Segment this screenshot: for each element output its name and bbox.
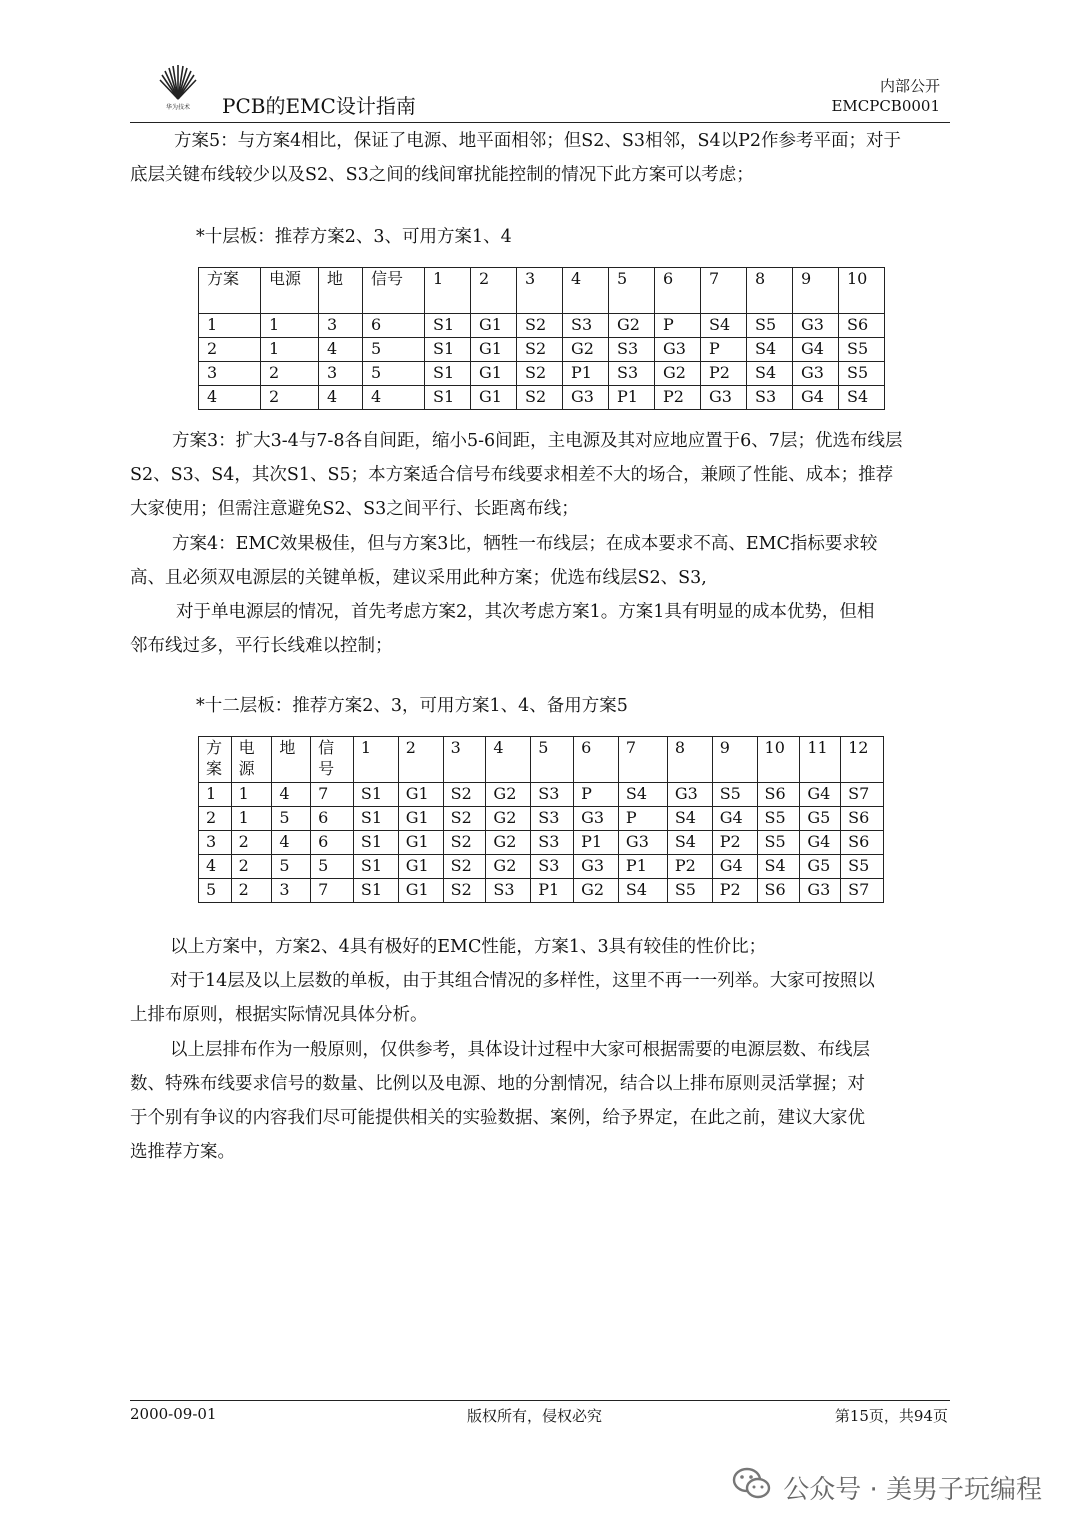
table-cell: 5 — [199, 879, 232, 903]
header-cell: 10 — [757, 737, 800, 783]
table-cell: 3 — [319, 362, 363, 386]
table-cell: G4 — [793, 386, 839, 410]
table-cell: G1 — [398, 855, 443, 879]
watermark-text: 公众号 · 美男子玩编程 — [783, 1475, 1042, 1505]
table-cell: G2 — [486, 807, 531, 831]
table-cell: G3 — [655, 338, 701, 362]
table-row — [199, 879, 884, 903]
table-cell: G2 — [574, 879, 619, 903]
text-line: 邻布线过多，平行长线难以控制； — [130, 636, 393, 656]
table-cell: 5 — [272, 855, 311, 879]
table-cell: S3 — [531, 855, 574, 879]
table-cell: P1 — [563, 362, 609, 386]
table-row — [199, 314, 885, 338]
header-cell: 地 — [272, 737, 311, 783]
table-cell: S1 — [425, 386, 471, 410]
header-cell: 11 — [800, 737, 841, 783]
text-line: 数、特殊布线要求信号的数量、比例以及电源、地的分割情况，结合以上排布原则灵活掌握；对 — [130, 1074, 865, 1094]
table-cell: G2 — [655, 362, 701, 386]
footer-copyright: 版权所有，侵权必究 — [467, 1407, 603, 1425]
table-cell: G2 — [486, 855, 531, 879]
text-line: 方案4：EMC效果极佳，但与方案3比，牺牲一布线层；在成本要求不高、EMC指标要求较 — [172, 534, 878, 554]
table-cell: S3 — [486, 879, 531, 903]
table-cell: S1 — [425, 314, 471, 338]
header-cell: 12 — [841, 737, 884, 783]
table-cell: P1 — [531, 879, 574, 903]
table-cell: 3 — [319, 314, 363, 338]
table-cell: 1 — [231, 783, 272, 807]
table-cell: P — [701, 338, 747, 362]
table-cell: 6 — [311, 831, 354, 855]
table-cell: S1 — [353, 807, 398, 831]
paragraph-general-principle — [130, 1033, 952, 1169]
header-cell: 2 — [471, 268, 517, 314]
header-cell: 1 — [425, 268, 471, 314]
table-cell: G2 — [609, 314, 655, 338]
table-cell: S3 — [531, 807, 574, 831]
table-cell: 2 — [231, 855, 272, 879]
table-cell: S1 — [425, 338, 471, 362]
table-cell: S3 — [531, 783, 574, 807]
table-cell: P1 — [609, 386, 655, 410]
text-line: 大家使用；但需注意避免S2、S3之间平行、长距离布线； — [130, 499, 579, 519]
table-cell: G1 — [398, 783, 443, 807]
table-cell: G1 — [471, 362, 517, 386]
header-cell: 8 — [747, 268, 793, 314]
table-cell: P2 — [655, 386, 701, 410]
table-cell: G4 — [712, 855, 757, 879]
table-cell: 3 — [272, 879, 311, 903]
table-cell: S2 — [443, 831, 486, 855]
footer-divider — [130, 1400, 950, 1401]
header-cell: 方案 — [199, 737, 232, 783]
table-cell: 1 — [199, 783, 232, 807]
table-cell: 2 — [261, 386, 319, 410]
paragraph-single-power — [130, 595, 952, 663]
table-row — [199, 338, 885, 362]
table-cell: S6 — [841, 807, 884, 831]
text-line: 以上层排布作为一般原则，仅供参考，具体设计过程中大家可根据需要的电源层数、布线层 — [170, 1040, 870, 1060]
table-cell: 2 — [199, 807, 232, 831]
header-divider — [130, 122, 950, 123]
table-cell: S2 — [443, 807, 486, 831]
table-cell: S5 — [839, 362, 885, 386]
table-cell: S5 — [747, 314, 793, 338]
table-cell: G1 — [398, 807, 443, 831]
table-cell: S3 — [609, 362, 655, 386]
table-cell: S3 — [747, 386, 793, 410]
table-cell: S3 — [609, 338, 655, 362]
table-cell: 1 — [261, 314, 319, 338]
table-cell: S4 — [839, 386, 885, 410]
table-cell: S5 — [667, 879, 712, 903]
table-cell: G1 — [398, 879, 443, 903]
table-cell: S1 — [353, 855, 398, 879]
table-cell: G2 — [486, 831, 531, 855]
header-cell: 信号 — [363, 268, 425, 314]
table-cell: S2 — [517, 362, 563, 386]
text-line: 以上方案中，方案2、4具有极好的EMC性能，方案1、3具有较佳的性价比； — [170, 937, 767, 957]
table-cell: G4 — [712, 807, 757, 831]
paragraph-summary — [130, 930, 952, 964]
table-cell: G3 — [618, 831, 667, 855]
table-cell: S6 — [841, 831, 884, 855]
table-cell: 7 — [311, 879, 354, 903]
table-cell: S1 — [353, 831, 398, 855]
table-cell: G4 — [793, 338, 839, 362]
table-cell: 3 — [199, 362, 261, 386]
table-cell: 2 — [199, 338, 261, 362]
header-cell: 4 — [563, 268, 609, 314]
table-cell: P2 — [712, 831, 757, 855]
header-cell: 2 — [398, 737, 443, 783]
table-cell: S3 — [563, 314, 609, 338]
header-cell: 7 — [618, 737, 667, 783]
wechat-icon — [731, 1466, 773, 1509]
table-cell: S4 — [618, 783, 667, 807]
table-cell: G3 — [800, 879, 841, 903]
text-line: 上排布原则，根据实际情况具体分析。 — [130, 1005, 428, 1025]
table-cell: 4 — [319, 338, 363, 362]
table-cell: S7 — [841, 783, 884, 807]
table-cell: 2 — [231, 879, 272, 903]
paragraph-scheme5 — [130, 124, 952, 192]
table-cell: G3 — [793, 314, 839, 338]
table-cell: S4 — [667, 831, 712, 855]
footer-date: 2000-09-01 — [130, 1405, 217, 1423]
table-cell: P2 — [712, 879, 757, 903]
table-cell: S2 — [443, 855, 486, 879]
table-cell: 1 — [261, 338, 319, 362]
header-cell: 1 — [353, 737, 398, 783]
text-line: 选推荐方案。 — [130, 1142, 235, 1162]
table-cell: G1 — [398, 831, 443, 855]
table-row — [199, 855, 884, 879]
table-cell: 1 — [231, 807, 272, 831]
header-cell: 5 — [609, 268, 655, 314]
table-cell: S4 — [701, 314, 747, 338]
table-cell: S4 — [747, 338, 793, 362]
paragraph-14-layer — [130, 964, 952, 1032]
header-cell: 7 — [701, 268, 747, 314]
table-cell: G3 — [574, 855, 619, 879]
table-cell: S6 — [757, 783, 800, 807]
svg-text:华为技术: 华为技术 — [165, 104, 191, 111]
table-cell: S2 — [517, 314, 563, 338]
company-logo — [152, 63, 204, 111]
twelve-layer-heading: *十二层板：推荐方案2、3，可用方案1、4、备用方案5 — [196, 696, 628, 716]
table-cell: S6 — [839, 314, 885, 338]
table-cell: G3 — [667, 783, 712, 807]
table-row — [199, 362, 885, 386]
ten-layer-heading: *十层板：推荐方案2、3、可用方案1、4 — [196, 227, 512, 247]
document-code: EMCPCB0001 — [831, 97, 940, 115]
text-line: 对于14层及以上层数的单板，由于其组合情况的多样性，这里不再一一列举。大家可按照以 — [170, 971, 875, 991]
header-cell: 10 — [839, 268, 885, 314]
table-cell: 4 — [272, 831, 311, 855]
table-cell: S4 — [747, 362, 793, 386]
table-cell: 1 — [199, 314, 261, 338]
header-cell: 5 — [531, 737, 574, 783]
header-cell: 6 — [655, 268, 701, 314]
table-cell: 5 — [363, 362, 425, 386]
table-cell: S5 — [712, 783, 757, 807]
text-line: 于个别有争议的内容我们尽可能提供相关的实验数据、案例，给予界定，在此之前，建议大家优 — [130, 1108, 865, 1128]
table-cell: S2 — [443, 783, 486, 807]
table-cell: S1 — [353, 879, 398, 903]
table-row — [199, 807, 884, 831]
table-cell: G4 — [800, 783, 841, 807]
table-cell: S3 — [531, 831, 574, 855]
table-cell: P2 — [701, 362, 747, 386]
header-cell: 9 — [793, 268, 839, 314]
text-line: 方案5：与方案4相比，保证了电源、地平面相邻；但S2、S3相邻，S4以P2作参考平面；对于 — [174, 131, 902, 151]
document-title: PCB的EMC设计指南 — [222, 94, 416, 118]
table-cell: S5 — [757, 807, 800, 831]
text-line: 方案3：扩大3-4与7-8各自间距，缩小5-6间距，主电源及其对应地应置于6、7层；优选布线层 — [172, 431, 903, 451]
table-cell: G1 — [471, 338, 517, 362]
table-cell: 2 — [231, 831, 272, 855]
table-cell: S2 — [517, 386, 563, 410]
table-row — [199, 831, 884, 855]
table-cell: S4 — [618, 879, 667, 903]
table-cell: 5 — [363, 338, 425, 362]
classification-label: 内部公开 — [879, 77, 940, 95]
table-cell: P — [655, 314, 701, 338]
table-cell: S4 — [667, 807, 712, 831]
table-cell: S5 — [839, 338, 885, 362]
header-cell: 4 — [486, 737, 531, 783]
header-cell: 信号 — [311, 737, 354, 783]
table-cell: 3 — [199, 831, 232, 855]
header-cell: 6 — [574, 737, 619, 783]
table-cell: 6 — [363, 314, 425, 338]
table-cell: P1 — [618, 855, 667, 879]
table-cell: S7 — [841, 879, 884, 903]
table-cell: G2 — [563, 338, 609, 362]
twelve-layer-table — [198, 736, 884, 903]
table-cell: S1 — [425, 362, 471, 386]
table-cell: G3 — [563, 386, 609, 410]
table-cell: P1 — [574, 831, 619, 855]
table-cell: 4 — [319, 386, 363, 410]
table-cell: S5 — [757, 831, 800, 855]
table-cell: P — [574, 783, 619, 807]
ten-layer-table — [198, 267, 885, 410]
table-header-row — [199, 268, 885, 314]
table-cell: G3 — [574, 807, 619, 831]
table-cell: 4 — [199, 855, 232, 879]
table-cell: G4 — [800, 831, 841, 855]
text-line: 高、且必须双电源层的关键单板，建议采用此种方案；优选布线层S2、S3, — [130, 568, 707, 588]
table-cell: G5 — [800, 855, 841, 879]
table-cell: P — [618, 807, 667, 831]
header-cell: 3 — [517, 268, 563, 314]
table-cell: 4 — [199, 386, 261, 410]
text-line: 对于单电源层的情况，首先考虑方案2，其次考虑方案1。方案1具有明显的成本优势，但相 — [176, 602, 875, 622]
header-cell: 9 — [712, 737, 757, 783]
table-header-row — [199, 737, 884, 783]
table-cell: S6 — [757, 879, 800, 903]
paragraph-scheme3 — [130, 424, 952, 526]
table-cell: G1 — [471, 386, 517, 410]
header-cell: 3 — [443, 737, 486, 783]
table-cell: 6 — [311, 807, 354, 831]
table-cell: 7 — [311, 783, 354, 807]
table-cell: S1 — [353, 783, 398, 807]
table-cell: 4 — [272, 783, 311, 807]
table-cell: 4 — [363, 386, 425, 410]
table-cell: G3 — [793, 362, 839, 386]
table-cell: 5 — [272, 807, 311, 831]
table-cell: S5 — [841, 855, 884, 879]
table-cell: 2 — [261, 362, 319, 386]
table-cell: P2 — [667, 855, 712, 879]
header-cell: 地 — [319, 268, 363, 314]
header-cell: 8 — [667, 737, 712, 783]
table-cell: S2 — [443, 879, 486, 903]
table-cell: S2 — [517, 338, 563, 362]
table-cell: S4 — [757, 855, 800, 879]
header-cell: 方案 — [199, 268, 261, 314]
header-cell: 电源 — [261, 268, 319, 314]
table-row — [199, 386, 885, 410]
table-cell: 5 — [311, 855, 354, 879]
paragraph-scheme4 — [130, 527, 952, 595]
table-cell: G2 — [486, 783, 531, 807]
watermark — [731, 1466, 1042, 1509]
table-row — [199, 783, 884, 807]
text-line: 底层关键布线较少以及S2、S3之间的线间窜扰能控制的情况下此方案可以考虑； — [130, 165, 754, 185]
table-cell: G3 — [701, 386, 747, 410]
text-line: S2、S3、S4，其次S1、S5；本方案适合信号布线要求相差不大的场合，兼顾了性能、成本；推荐 — [130, 465, 894, 485]
header-cell: 电源 — [231, 737, 272, 783]
footer-page-number: 第15页，共94页 — [834, 1407, 948, 1425]
table-cell: G1 — [471, 314, 517, 338]
table-cell: G5 — [800, 807, 841, 831]
